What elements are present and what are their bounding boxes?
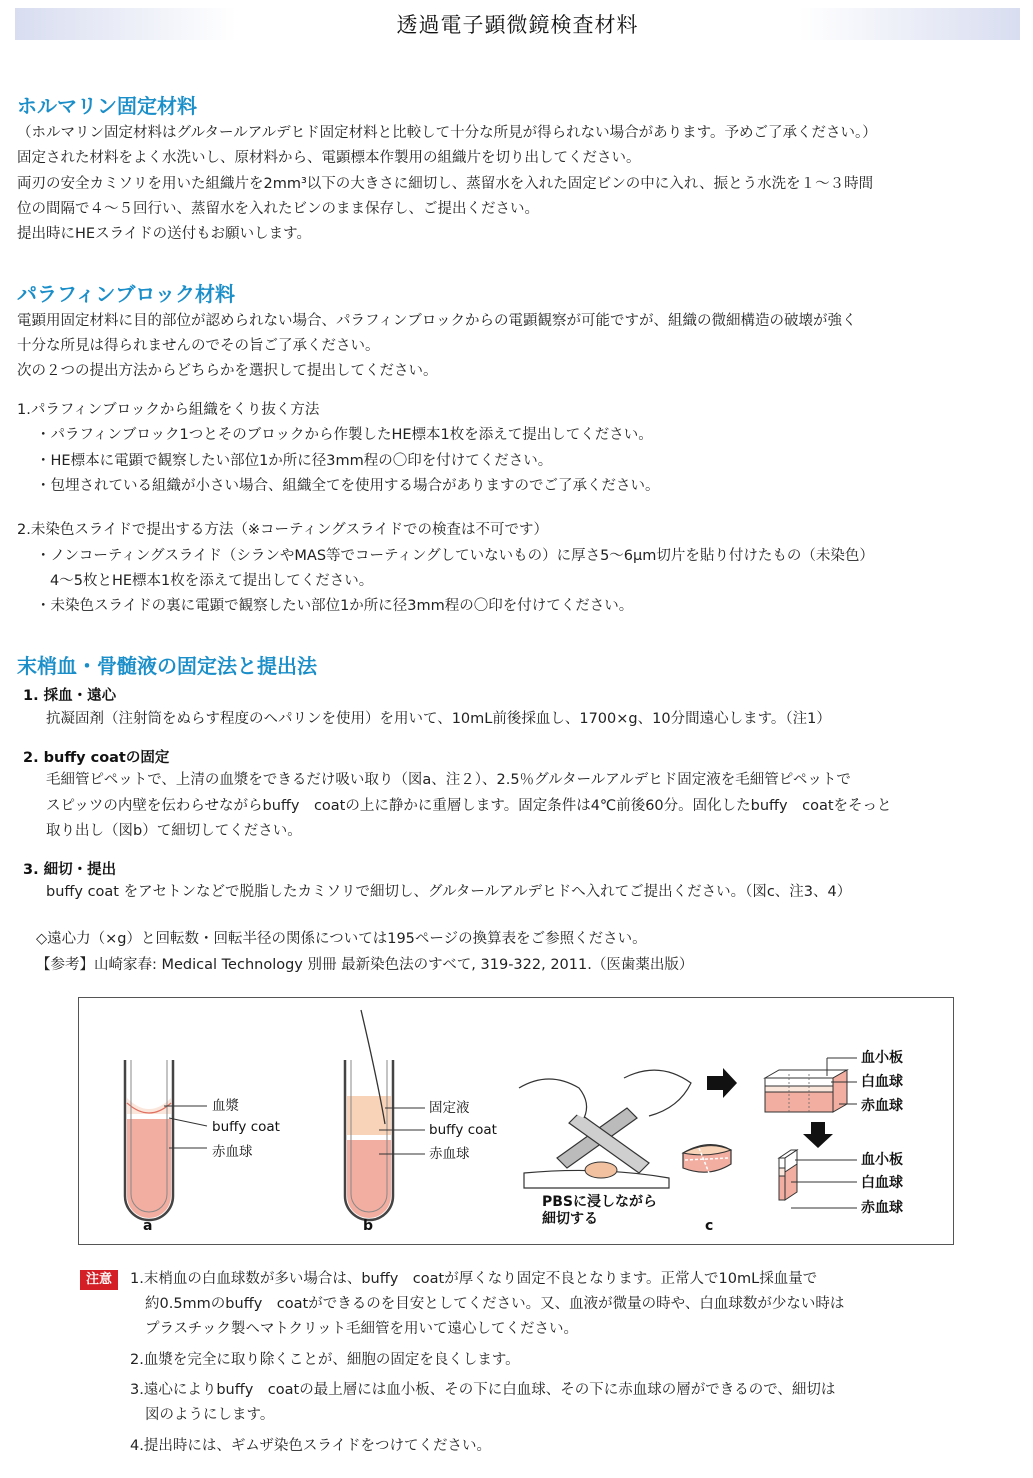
note-line: 4.提出時には、ギムザ染色スライドをつけてください。 xyxy=(130,1438,491,1454)
method1-title: 1.パラフィンブロックから組織をくり抜く方法 xyxy=(17,402,320,418)
step2-line: 取り出し（図b）て細切してください。 xyxy=(46,823,302,839)
note-line: 図のようにします。 xyxy=(145,1407,275,1423)
cutting-caption-1: PBSに浸しながら xyxy=(542,1194,658,1210)
note-line: プラスチック製ヘマトクリット毛細管を用いて遠心してください。 xyxy=(145,1321,578,1337)
bottom-wbc-label: 白血球 xyxy=(861,1175,903,1191)
arrow-right-icon xyxy=(707,1068,737,1098)
method1-item: ・パラフィンブロック1つとそのブロックから作製したHE標本1枚を添えて提出してください。 xyxy=(36,427,653,443)
figure-c-label: c xyxy=(705,1218,714,1234)
note-line: 約0.5mmのbuffy coatができるのを目安としてください。又、血液が微量の時や、白血球数が少ない時は xyxy=(145,1296,845,1312)
tube-a-plasma-label: 血漿 xyxy=(212,1098,239,1114)
method2-title: 2.未染色スライドで提出する方法（※コーティングスライドでの検査は不可です） xyxy=(17,522,549,538)
right-hand xyxy=(624,1070,691,1116)
bottom-platelet-label: 血小板 xyxy=(861,1152,903,1168)
method1-item: ・包埋されている組織が小さい場合、組織全てを使用する場合がありますのでご了承ください。 xyxy=(36,478,660,494)
procedure-illustration xyxy=(79,998,953,1244)
tube-a xyxy=(125,1060,280,1234)
tube-b xyxy=(345,1010,497,1234)
figure-a-label: a xyxy=(143,1218,153,1234)
formalin-heading: ホルマリン固定材料 xyxy=(17,94,197,118)
figure-b-label: b xyxy=(363,1218,374,1234)
note-line: 2.血漿を完全に取り除くことが、細胞の固定を良くします。 xyxy=(130,1352,520,1368)
procedure-figure xyxy=(78,997,954,1245)
step1-title: 1. 採血・遠心 xyxy=(23,688,117,704)
method2-item: 4～5枚とHE標本1枚を添えて提出してください。 xyxy=(50,573,374,589)
top-platelet-label: 血小板 xyxy=(861,1050,903,1066)
tube-b-buffy-layer xyxy=(347,1135,391,1140)
step2-title: 2. buffy coatの固定 xyxy=(23,750,170,766)
step3-title: 3. 細切・提出 xyxy=(23,862,117,878)
note-line: 1.末梢血の白血球数が多い場合は、buffy coatが厚くなり固定不良となります。正常人で10mL採血量で xyxy=(130,1271,818,1287)
step3-line: buffy coat をアセトンなどで脱脂したカミソリで細切し、グルタールアルデヒドへ入れてご提出ください。（図c、注3、4） xyxy=(46,884,852,900)
cutting-caption-2: 細切する xyxy=(542,1211,598,1227)
formalin-line: 固定された材料をよく水洗いし、原材料から、電顕標本作製用の組織片を切り出してください。 xyxy=(17,150,641,166)
paraffin-heading: パラフィンブロック材料 xyxy=(17,282,235,306)
step2-line: 毛細管ピペットで、上清の血漿をできるだけ吸い取り（図a、注２）、2.5％グルタールアルデヒド固定液を毛細管ピペットで xyxy=(46,772,851,788)
formalin-line: （ホルマリン固定材料はグルタールアルデヒド固定材料と比較して十分な所見が得られない場合があります。予めご了承ください。） xyxy=(17,125,877,141)
tube-b-buffy-label: buffy coat xyxy=(429,1122,497,1138)
block-top xyxy=(765,1049,903,1114)
left-hand xyxy=(519,1079,587,1118)
paraffin-line: 電顕用固定材料に目的部位が認められない場合、パラフィンブロックからの電顕観察が可能ですが、組織の微細構造の破壊が強く xyxy=(17,313,857,329)
method2-item: ・未染色スライドの裏に電顕で観察したい部位1か所に径3mm程の〇印を付けてください。 xyxy=(36,598,634,614)
method2-item: ・ノンコーティングスライド（シランやMAS等でコーティングしていないもの）に厚さ5～6μm切片を貼り付けたもの（未染色） xyxy=(36,548,874,564)
top-wbc-label: 白血球 xyxy=(861,1074,903,1090)
tube-a-buffy-label: buffy coat xyxy=(212,1119,280,1135)
note-line: 3.遠心によりbuffy coatの最上層には血小板、その下に白血球、その下に赤血球の層ができるので、細切は xyxy=(130,1382,836,1398)
paraffin-line: 次の２つの提出方法からどちらかを選択して提出してください。 xyxy=(17,363,438,379)
bottom-rbc-label: 赤血球 xyxy=(861,1200,903,1216)
ref-line: ◇遠心力（×g）と回転数・回転半径の関係については195ページの換算表をご参照ください。 xyxy=(36,931,647,947)
top-rbc-label: 赤血球 xyxy=(861,1098,903,1114)
blood-heading: 末梢血・骨髄液の固定法と提出法 xyxy=(17,654,317,678)
formalin-line: 位の間隔で４～５回行い、蒸留水を入れたビンのまま保存し、ご提出ください。 xyxy=(17,201,539,217)
step2-line: スピッツの内壁を伝わらせながらbuffy coatの上に静かに重層します。固定条件は4℃前後60分。固化したbuffy coatをそっと xyxy=(46,798,892,814)
tube-b-fixative-label: 固定液 xyxy=(429,1100,470,1116)
tube-b-rbc-layer xyxy=(347,1140,391,1218)
page-title-bar xyxy=(15,8,1020,40)
arrow-down-icon xyxy=(803,1122,833,1148)
notes-tag: 注意 xyxy=(80,1270,118,1290)
ref-line: 【参考】山崎家春: Medical Technology 別冊 最新染色法のすべて, 319-322, 2011.（医歯薬出版） xyxy=(36,957,694,973)
formalin-line: 両刃の安全カミソリを用いた組織片を2mm³以下の大きさに細切し、蒸留水を入れた固定ビンの中に入れ、振とう水洗を１～３時間 xyxy=(17,176,874,192)
tube-a-buffy-layer xyxy=(127,1114,171,1119)
tube-b-rbc-label: 赤血球 xyxy=(429,1146,470,1162)
cutting-illustration xyxy=(519,1070,731,1234)
tube-a-rbc-label: 赤血球 xyxy=(212,1144,253,1160)
page-title: 透過電子顕微鏡検査材料 xyxy=(396,13,639,37)
block-bottom xyxy=(779,1150,903,1216)
method1-item: ・HE標本に電顕で観察したい部位1か所に径3mm程の〇印を付けてください。 xyxy=(36,453,553,469)
paraffin-line: 十分な所見は得られませんのでその旨ご了承ください。 xyxy=(17,338,380,354)
formalin-line: 提出時にHEスライドの送付もお願いします。 xyxy=(17,226,311,242)
step1-line: 抗凝固剤（注射筒をぬらす程度のヘパリンを使用）を用いて、10mL前後採血し、1700×g、10分間遠心します。（注1） xyxy=(46,711,831,727)
